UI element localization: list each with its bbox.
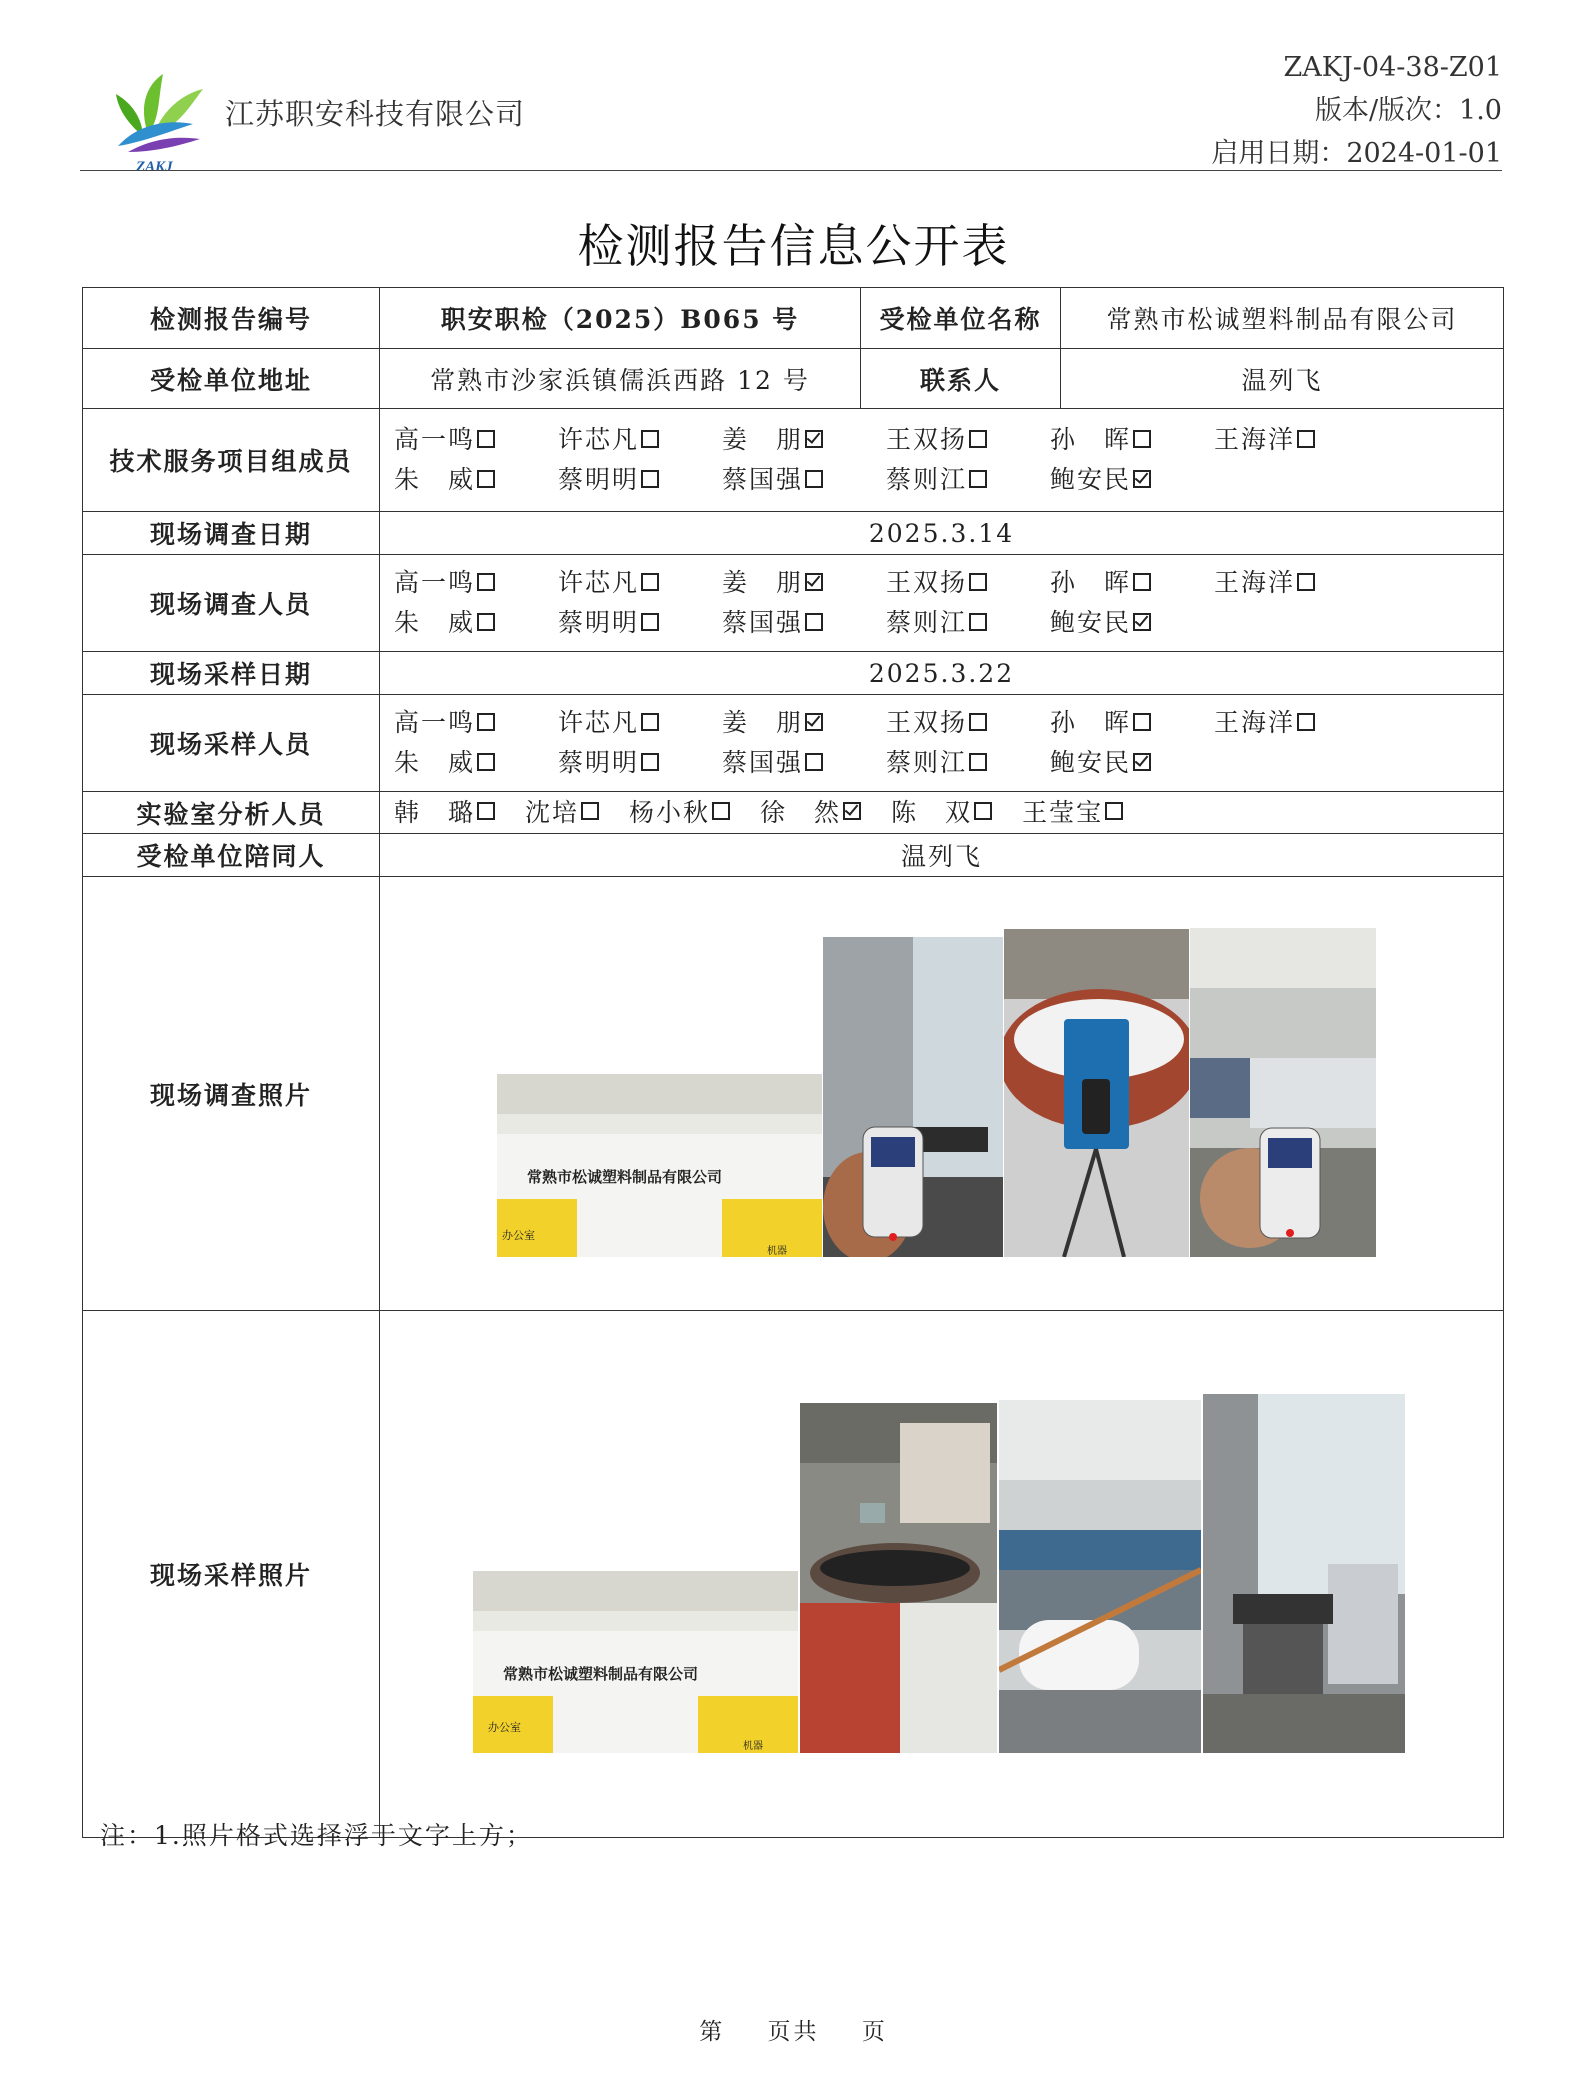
- lab-member-item: [760, 793, 861, 833]
- member-item: [394, 460, 558, 500]
- member-name: 蔡明明: [558, 608, 640, 637]
- sampling-photo-sign: [473, 1571, 798, 1753]
- doc-version: 版本/版次：1.0: [1314, 95, 1502, 126]
- checkbox-icon[interactable]: [1133, 430, 1151, 448]
- checkbox-icon[interactable]: [1133, 713, 1151, 731]
- zakj-logo: [108, 64, 208, 174]
- member-item: [722, 603, 886, 643]
- member-row: [394, 563, 1503, 603]
- table-row: [83, 512, 1504, 555]
- svg-text:ZAKJ: ZAKJ: [136, 159, 173, 174]
- survey-staff-label: 现场调查人员: [83, 555, 380, 652]
- member-item: [722, 460, 886, 500]
- report-no-label: 检测报告编号: [83, 288, 380, 349]
- lab-staff-list: [380, 792, 1504, 834]
- checkbox-icon[interactable]: [969, 753, 987, 771]
- table-row: [83, 834, 1504, 877]
- member-name: 高一鸣: [394, 708, 476, 737]
- member-item: [394, 563, 558, 603]
- checkbox-icon[interactable]: [805, 613, 823, 631]
- member-name: 蔡则江: [886, 465, 968, 494]
- accompany: 温列飞: [380, 834, 1504, 877]
- lab-member-item: [891, 793, 992, 833]
- member-name: 姜 朋: [722, 708, 804, 737]
- member-name: 陈 双: [891, 797, 973, 827]
- member-name: 徐 然: [760, 797, 842, 827]
- table-row: [83, 349, 1504, 409]
- member-item: [1214, 703, 1378, 743]
- checkbox-icon[interactable]: [477, 470, 495, 488]
- survey-photos-label: 现场调查照片: [83, 877, 380, 1311]
- member-item: [394, 703, 558, 743]
- member-name: 蔡国强: [722, 748, 804, 777]
- member-name: 高一鸣: [394, 425, 476, 454]
- unit-name-label: 受检单位名称: [861, 288, 1061, 349]
- member-name: 孙 晖: [1050, 708, 1132, 737]
- survey-staff-list: [380, 555, 1504, 652]
- member-name: 王双扬: [886, 568, 968, 597]
- survey-photo-meter-film: [823, 937, 1003, 1257]
- member-name: 蔡则江: [886, 748, 968, 777]
- table-row: [83, 792, 1504, 834]
- survey-photo-meter-workshop: [1190, 928, 1376, 1257]
- member-name: 王海洋: [1214, 568, 1296, 597]
- table-row: [83, 288, 1504, 349]
- member-item: [558, 420, 722, 460]
- member-item: [394, 420, 558, 460]
- sampling-photos-label: 现场采样照片: [83, 1311, 380, 1838]
- table-row: [83, 555, 1504, 652]
- footer-end: 页: [861, 2019, 888, 2045]
- member-name: 杨小秋: [629, 797, 711, 827]
- sampling-photos: [380, 1311, 1504, 1838]
- member-item: [1050, 743, 1214, 783]
- lab-member-item: [1022, 793, 1123, 833]
- page-title: 检测报告信息公开表: [577, 219, 1010, 273]
- checkbox-icon[interactable]: [969, 613, 987, 631]
- sampling-photo-workshop: [999, 1400, 1201, 1753]
- svg-text:机器: 机器: [767, 1246, 787, 1257]
- member-item: [1214, 420, 1378, 460]
- member-name: 沈培: [525, 797, 580, 827]
- tech-members-list: [380, 409, 1504, 512]
- member-name: 蔡国强: [722, 465, 804, 494]
- checkbox-icon[interactable]: [581, 802, 599, 820]
- checkbox-icon[interactable]: [969, 573, 987, 591]
- footnote: 注：1.照片格式选择浮于文字上方；: [100, 1821, 533, 1850]
- sampling-photo-film-machine: [1203, 1394, 1405, 1753]
- tech-members-label: 技术服务项目组成员: [83, 409, 380, 512]
- member-name: 王莹宝: [1022, 797, 1104, 827]
- unit-name: 常熟市松诚塑料制品有限公司: [1061, 288, 1504, 349]
- member-name: 许芯凡: [558, 425, 640, 454]
- checkbox-icon[interactable]: [712, 802, 730, 820]
- member-name: 朱 威: [394, 748, 476, 777]
- checkbox-icon[interactable]: [1297, 713, 1315, 731]
- member-name: 朱 威: [394, 465, 476, 494]
- checkbox-icon[interactable]: [1105, 802, 1123, 820]
- member-item: [1050, 420, 1214, 460]
- checkbox-icon[interactable]: [1297, 430, 1315, 448]
- table-row: [83, 652, 1504, 695]
- member-name: 朱 威: [394, 608, 476, 637]
- checked-box-icon[interactable]: [1133, 613, 1151, 631]
- sampling-staff-list: [380, 695, 1504, 792]
- checked-box-icon[interactable]: [843, 802, 861, 820]
- member-name: 许芯凡: [558, 568, 640, 597]
- checkbox-icon[interactable]: [477, 613, 495, 631]
- sampling-date-label: 现场采样日期: [83, 652, 380, 695]
- svg-text:办公室: 办公室: [488, 1721, 521, 1734]
- member-row: [394, 460, 1503, 500]
- checked-box-icon[interactable]: [805, 573, 823, 591]
- footer-page: 第: [699, 2019, 726, 2045]
- svg-text:常熟市松诚塑料制品有限公司: 常熟市松诚塑料制品有限公司: [527, 1168, 723, 1186]
- svg-text:办公室: 办公室: [502, 1229, 535, 1242]
- checkbox-icon[interactable]: [641, 430, 659, 448]
- member-item: [722, 420, 886, 460]
- svg-text:常熟市松诚塑料制品有限公司: 常熟市松诚塑料制品有限公司: [503, 1665, 699, 1683]
- member-name: 孙 晖: [1050, 425, 1132, 454]
- member-item: [886, 563, 1050, 603]
- footer-mid: 页共: [767, 2019, 820, 2045]
- table-row: [83, 695, 1504, 792]
- member-name: 蔡明明: [558, 465, 640, 494]
- page-header: [80, 40, 1502, 174]
- company-name: 江苏职安科技有限公司: [225, 97, 526, 131]
- member-name: 孙 晖: [1050, 568, 1132, 597]
- member-item: [558, 703, 722, 743]
- checkbox-icon[interactable]: [477, 430, 495, 448]
- sampling-photo-tank: [800, 1403, 997, 1753]
- member-name: 鲍安民: [1050, 465, 1132, 494]
- member-item: [722, 563, 886, 603]
- survey-photo-device: [1004, 929, 1189, 1257]
- member-name: 鲍安民: [1050, 608, 1132, 637]
- contact: 温列飞: [1061, 349, 1504, 409]
- checkbox-icon[interactable]: [477, 713, 495, 731]
- member-name: 王海洋: [1214, 425, 1296, 454]
- member-row: [394, 743, 1503, 783]
- member-item: [1214, 563, 1378, 603]
- checkbox-icon[interactable]: [805, 753, 823, 771]
- checkbox-icon[interactable]: [477, 802, 495, 820]
- member-item: [1050, 563, 1214, 603]
- member-name: 王双扬: [886, 708, 968, 737]
- checkbox-icon[interactable]: [805, 470, 823, 488]
- contact-label: 联系人: [861, 349, 1061, 409]
- lab-member-item: [629, 793, 730, 833]
- doc-code: ZAKJ-04-38-Z01: [1283, 52, 1502, 83]
- table-row: [83, 877, 1504, 1311]
- checked-box-icon[interactable]: [1133, 470, 1151, 488]
- checked-box-icon[interactable]: [805, 713, 823, 731]
- survey-date: 2025.3.14: [380, 512, 1504, 555]
- doc-info: [1211, 46, 1502, 175]
- checkbox-icon[interactable]: [477, 573, 495, 591]
- lab-member-item: [394, 793, 495, 833]
- accompany-label: 受检单位陪同人: [83, 834, 380, 877]
- member-item: [558, 603, 722, 643]
- member-name: 王双扬: [886, 425, 968, 454]
- member-item: [394, 603, 558, 643]
- table-row: [83, 409, 1504, 512]
- page-footer: [0, 2013, 1587, 2046]
- member-name: 蔡则江: [886, 608, 968, 637]
- member-name: 蔡国强: [722, 608, 804, 637]
- member-item: [1050, 460, 1214, 500]
- checked-box-icon[interactable]: [805, 430, 823, 448]
- checkbox-icon[interactable]: [641, 573, 659, 591]
- checkbox-icon[interactable]: [477, 753, 495, 771]
- member-name: 姜 朋: [722, 425, 804, 454]
- doc-start-date: 启用日期：2024-01-01: [1211, 138, 1502, 169]
- member-item: [886, 420, 1050, 460]
- member-item: [558, 460, 722, 500]
- survey-date-label: 现场调查日期: [83, 512, 380, 555]
- member-item: [886, 703, 1050, 743]
- survey-photos: [380, 877, 1504, 1311]
- member-name: 王海洋: [1214, 708, 1296, 737]
- member-item: [722, 703, 886, 743]
- member-name: 高一鸣: [394, 568, 476, 597]
- address-label: 受检单位地址: [83, 349, 380, 409]
- checkbox-icon[interactable]: [1133, 573, 1151, 591]
- address: 常熟市沙家浜镇儒浜西路 12 号: [380, 349, 861, 409]
- member-name: 姜 朋: [722, 568, 804, 597]
- member-name: 鲍安民: [1050, 748, 1132, 777]
- member-name: 蔡明明: [558, 748, 640, 777]
- checked-box-icon[interactable]: [1133, 753, 1151, 771]
- lab-member-item: [525, 793, 599, 833]
- sampling-staff-label: 现场采样人员: [83, 695, 380, 792]
- member-item: [1050, 603, 1214, 643]
- member-row: [394, 420, 1503, 460]
- member-name: 韩 璐: [394, 797, 476, 827]
- svg-text:机器: 机器: [743, 1741, 763, 1752]
- sampling-date: 2025.3.22: [380, 652, 1504, 695]
- member-item: [886, 743, 1050, 783]
- checkbox-icon[interactable]: [641, 470, 659, 488]
- report-no: 职安职检（2025）B065 号: [380, 288, 861, 349]
- member-name: 许芯凡: [558, 708, 640, 737]
- checkbox-icon[interactable]: [974, 802, 992, 820]
- header-divider: [80, 170, 1502, 171]
- member-item: [1050, 703, 1214, 743]
- checkbox-icon[interactable]: [1297, 573, 1315, 591]
- member-item: [722, 743, 886, 783]
- checkbox-icon[interactable]: [641, 713, 659, 731]
- survey-photo-sign: [497, 1074, 822, 1257]
- member-row: [394, 703, 1503, 743]
- member-item: [394, 743, 558, 783]
- checkbox-icon[interactable]: [969, 470, 987, 488]
- checkbox-icon[interactable]: [641, 613, 659, 631]
- member-item: [558, 563, 722, 603]
- table-row: [83, 1311, 1504, 1838]
- member-item: [886, 603, 1050, 643]
- member-row: [394, 603, 1503, 643]
- lab-staff-label: 实验室分析人员: [83, 792, 380, 834]
- info-table: [82, 287, 1504, 1838]
- member-item: [886, 460, 1050, 500]
- checkbox-icon[interactable]: [969, 713, 987, 731]
- member-item: [558, 743, 722, 783]
- checkbox-icon[interactable]: [969, 430, 987, 448]
- checkbox-icon[interactable]: [641, 753, 659, 771]
